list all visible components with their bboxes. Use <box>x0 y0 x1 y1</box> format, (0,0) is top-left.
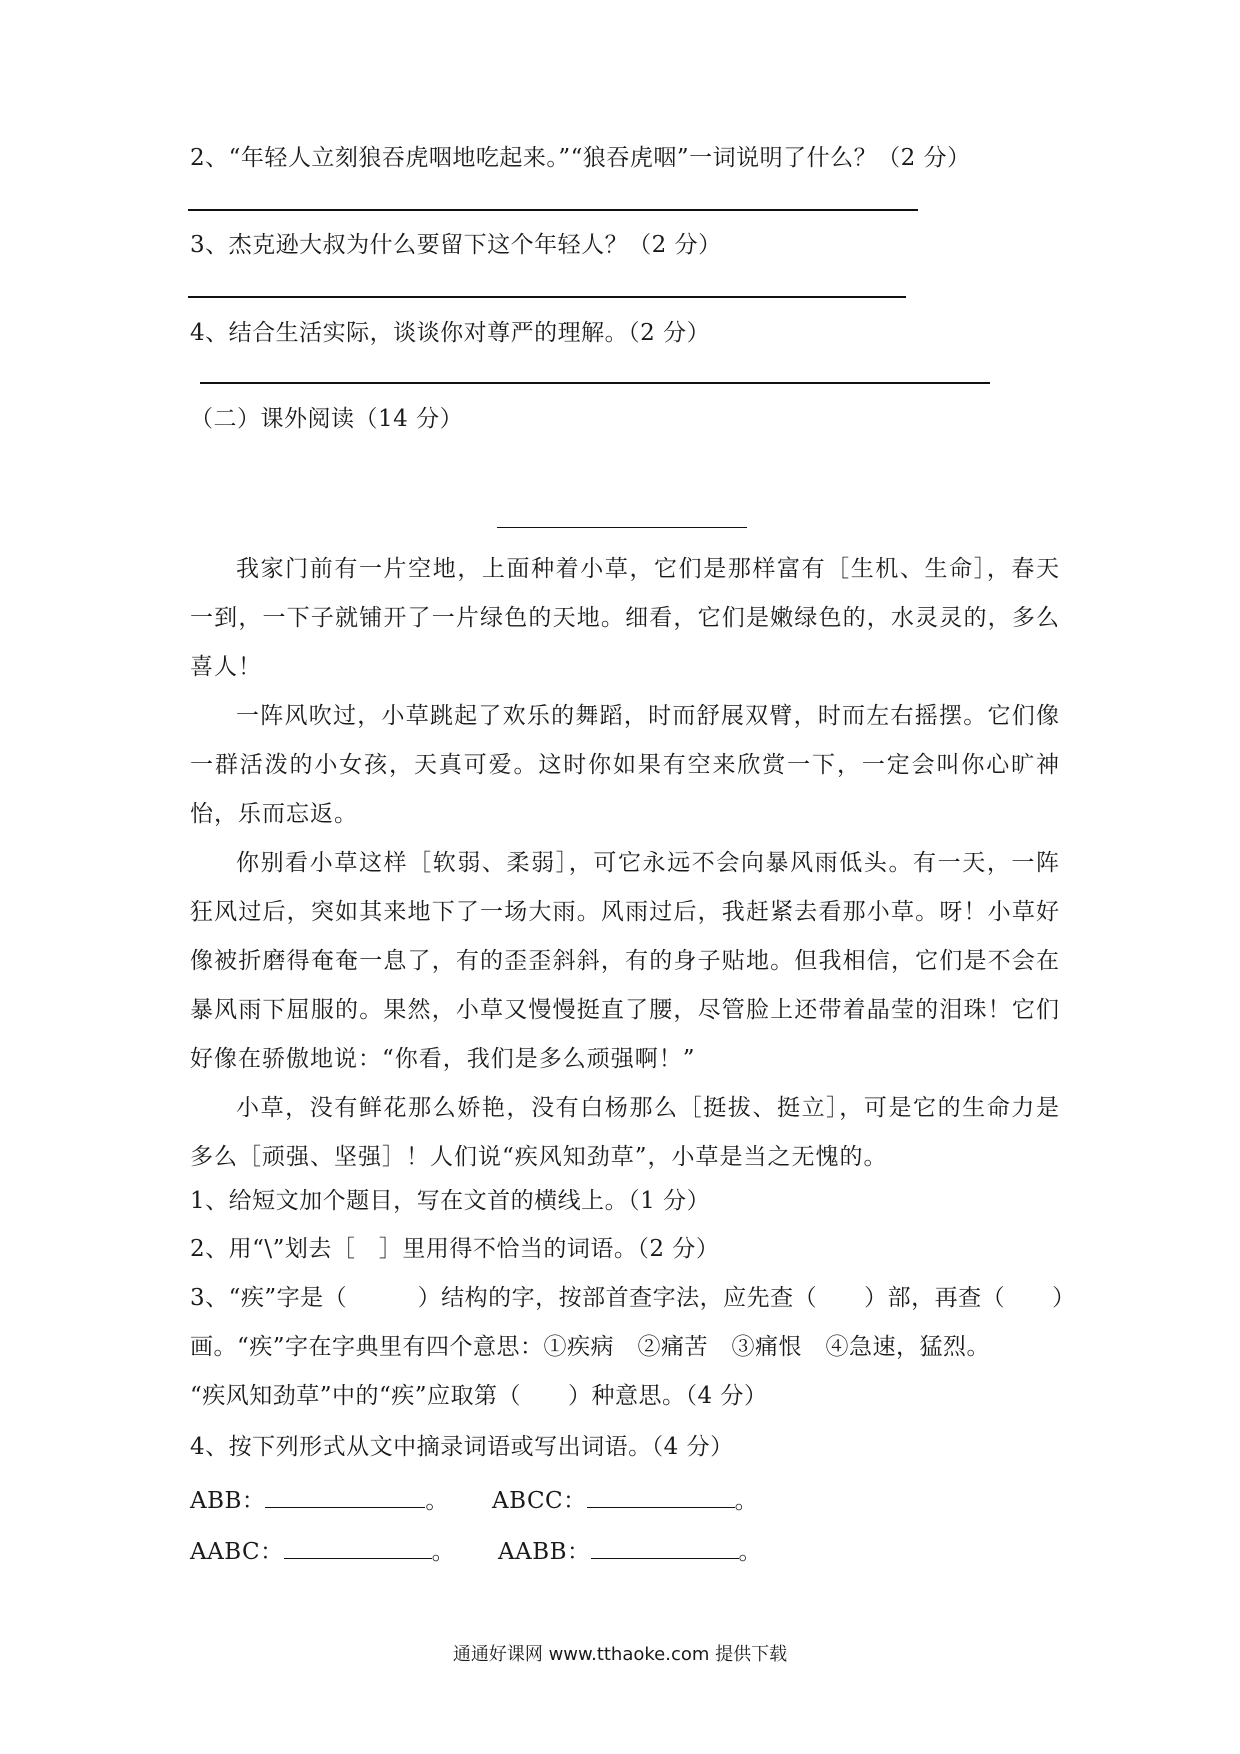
form-abcc-end: 。 <box>734 1488 759 1514</box>
reading-question-3-line-3: “疾风知劲草”中的“疾”应取第（ ）种意思。（4 分） <box>190 1383 768 1409</box>
passage-paragraph-4: 小草，没有鲜花那么娇艳，没有白杨那么［挺拔、挺立］，可是它的生命力是多么［顽强、坚强］！人们说“疾风知劲草”，小草是当之无愧的。 <box>190 1095 1060 1170</box>
form-row-1b <box>492 1485 758 1516</box>
reading-question-3-line-2: 画。“疾”字在字典里有四个意思：①疾病 ②痛苦 ③痛恨 ④急速，猛烈。 <box>190 1334 991 1360</box>
reading-question-2: 2、用“\”划去［ ］里用得不恰当的词语。（2 分） <box>190 1236 720 1262</box>
reading-passage <box>190 545 1060 1182</box>
answer-line-2[interactable] <box>188 209 918 211</box>
reading-question-4: 4、按下列形式从文中摘录词语或写出词语。（4 分） <box>190 1434 734 1460</box>
section-heading: （二）课外阅读（14 分） <box>190 406 464 432</box>
form-abb-blank[interactable] <box>265 1485 425 1508</box>
form-aabb-label: AABB： <box>498 1539 591 1565</box>
form-aabc-end: 。 <box>431 1539 456 1565</box>
form-aabc-label: AABC： <box>190 1539 284 1565</box>
form-abb-label: ABB： <box>190 1488 266 1514</box>
form-aabb-blank[interactable] <box>591 1536 739 1559</box>
reading-question-3-line-1: 3、“疾”字是（ ）结构的字，按部首查字法，应先查（ ）部，再查（ ） <box>190 1285 1076 1311</box>
passage-paragraph-3: 你别看小草这样［软弱、柔弱］，可它永远不会向暴风雨低头。有一天，一阵狂风过后，突如其来地下了一场大雨。风雨过后，我赶紧去看那小草。呀！小草好像被折磨得奄奄一息了，有的歪歪斜斜，有的身子贴地。但我相信，它们是不会在暴风雨下屈服的。果然，小草又慢慢挺直了腰，尽管脸上还带着晶莹的泪珠！它们好像在骄傲地说：“你看，我们是多么顽强啊！” <box>190 850 1060 1072</box>
form-row-1 <box>190 1485 449 1516</box>
title-line[interactable] <box>497 527 747 528</box>
reading-question-1: 1、给短文加个题目，写在文首的横线上。（1 分） <box>190 1188 711 1214</box>
page-footer: 通通好课网 www.tthaoke.com 提供下载 <box>452 1644 788 1665</box>
form-row-2 <box>190 1536 455 1567</box>
form-abb-end: 。 <box>425 1488 449 1514</box>
question-4: 4、结合生活实际，谈谈你对尊严的理解。（2 分） <box>190 320 711 346</box>
answer-line-4[interactable] <box>200 382 990 384</box>
passage-paragraph-2: 一阵风吹过，小草跳起了欢乐的舞蹈，时而舒展双臂，时而左右摇摆。它们像一群活泼的小女孩，天真可爱。这时你如果有空来欣赏一下，一定会叫你心旷神怡，乐而忘返。 <box>190 703 1060 827</box>
form-row-2b <box>498 1536 762 1567</box>
passage-paragraph-1: 我家门前有一片空地，上面种着小草，它们是那样富有［生机、生命］，春天一到，一下子就铺开了一片绿色的天地。细看，它们是嫩绿色的，水灵灵的，多么喜人！ <box>190 556 1060 680</box>
form-abcc-blank[interactable] <box>587 1485 735 1508</box>
question-3: 3、杰克逊大叔为什么要留下这个年轻人？（2 分） <box>190 232 722 258</box>
answer-line-3[interactable] <box>188 296 906 298</box>
form-aabb-end: 。 <box>738 1539 763 1565</box>
form-aabc-blank[interactable] <box>284 1536 432 1559</box>
form-abcc-label: ABCC： <box>492 1488 587 1514</box>
question-2: 2、“年轻人立刻狼吞虎咽地吃起来。”“狼吞虎咽”一词说明了什么？（2 分） <box>190 145 971 171</box>
